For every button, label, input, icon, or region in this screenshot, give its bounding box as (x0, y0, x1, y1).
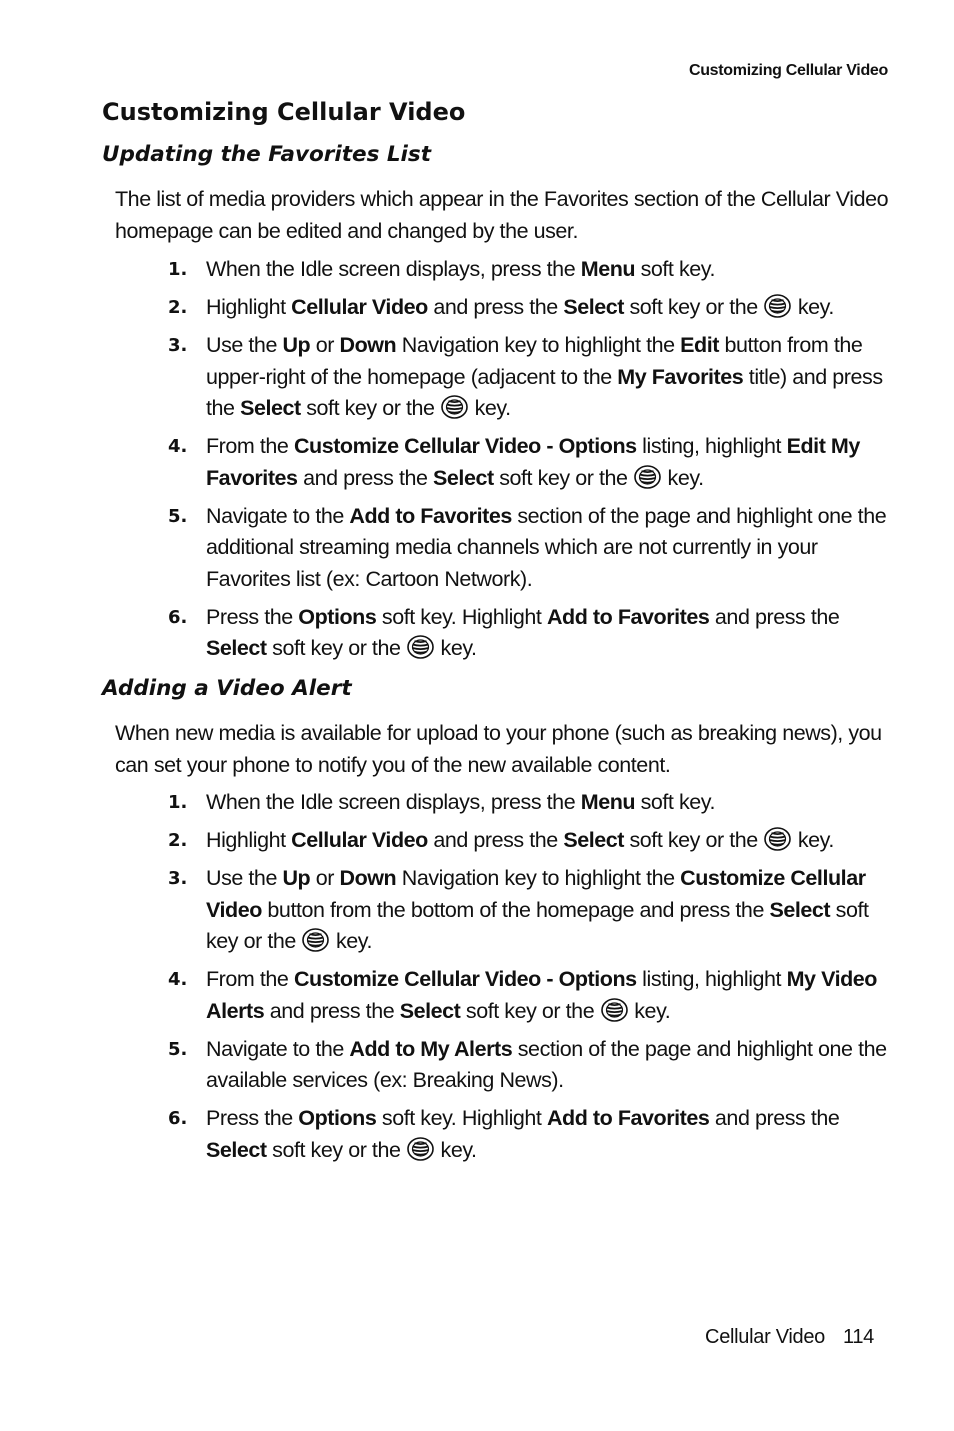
bold-term: Menu (580, 790, 636, 814)
alert-heading: Adding a Video Alert (102, 676, 352, 701)
list-item: 3. Use the Up or Down Navigation key to highlight the Customize Cellular Video button from the bottom of the homepage and press the Select soft key or the key. (166, 863, 891, 958)
list-item: 3. Use the Up or Down Navigation key to highlight the Edit button from the upper-right of the homepage (adjacent to the My Favorites title) and press the Select soft key or the key. (166, 330, 891, 425)
step-number: 4. (168, 969, 188, 990)
bold-term: Select (206, 636, 267, 660)
page-footer (705, 1326, 874, 1349)
step-number: 6. (168, 606, 188, 628)
globe-key-icon (407, 635, 434, 659)
list-item: 1. When the Idle screen displays, press the Menu soft key. (166, 254, 891, 286)
bold-term: Add to My Alerts (349, 1036, 513, 1061)
alert-steps (166, 787, 891, 1173)
globe-key-icon (601, 998, 628, 1022)
page-number: 114 (843, 1326, 874, 1348)
bold-term: Up (282, 866, 311, 890)
bold-term: Menu (580, 257, 636, 281)
bold-term: Customize Cellular Video - Options (293, 967, 637, 991)
running-header: Customizing Cellular Video (688, 62, 888, 79)
bold-term: Down (339, 333, 397, 357)
bold-term: Select (240, 396, 301, 420)
bold-term: Select (563, 828, 624, 852)
favorites-intro: The list of media providers which appear in the Favorites section of the Cellular Video homepage can be edited and changed by the user. (115, 187, 889, 243)
globe-key-icon (634, 465, 661, 489)
bold-term: Select (563, 295, 624, 319)
globe-key-icon (407, 1137, 434, 1161)
step-number: 3. (168, 335, 188, 356)
list-item: 6. Press the Options soft key. Highlight Add to Favorites and press the Select soft key or the key. (166, 602, 891, 665)
step-number: 5. (168, 505, 188, 527)
list-item: 4. From the Customize Cellular Video - Options listing, highlight My Video Alerts and press the Select soft key or the key. (166, 964, 891, 1027)
bold-term: Options (298, 1106, 377, 1130)
step-number: 2. (168, 830, 188, 851)
bold-term: Customize Cellular Video - Options (293, 434, 637, 458)
globe-key-icon (764, 827, 791, 851)
bold-term: My Favorites (617, 364, 744, 389)
footer-chapter: Cellular Video (705, 1326, 825, 1348)
bold-term: Select (399, 998, 461, 1023)
list-item: 1. When the Idle screen displays, press the Menu soft key. (166, 787, 891, 819)
bold-term: Cellular Video (291, 295, 428, 319)
step-number: 1. (168, 259, 188, 280)
bold-term: Add to Favorites (546, 604, 710, 629)
bold-term: Cellular Video (291, 828, 428, 852)
bold-term: Customize Cellular Video (206, 866, 866, 922)
globe-key-icon (764, 294, 791, 318)
bold-term: Edit My Favorites (206, 434, 860, 490)
globe-key-icon (302, 928, 329, 952)
bold-term: Options (298, 604, 377, 629)
globe-key-icon (441, 395, 468, 419)
list-item: 2. Highlight Cellular Video and press the Select soft key or the key. (166, 825, 891, 857)
list-item: 2. Highlight Cellular Video and press the Select soft key or the key. (166, 292, 891, 324)
favorites-steps (166, 254, 891, 671)
bold-term: Select (206, 1137, 267, 1162)
section-title: Customizing Cellular Video (102, 98, 466, 126)
bold-term: Select (769, 897, 831, 922)
bold-term: Down (339, 866, 397, 890)
list-item: 5. Navigate to the Add to Favorites section of the page and highlight one the additional streaming media channels which are not currently in your Favorites list (ex: Cartoon Network). (166, 501, 891, 596)
step-number: 6. (168, 1108, 188, 1129)
step-number: 3. (168, 868, 188, 889)
list-item: 5. Navigate to the Add to My Alerts section of the page and highlight one the available services (ex: Breaking News). (166, 1034, 891, 1097)
alert-intro: When new media is available for upload to your phone (such as breaking news), you can set your phone to notify you of the new available content. (115, 721, 882, 777)
bold-term: Up (282, 333, 311, 357)
bold-term: Select (433, 465, 494, 490)
step-number: 5. (168, 1038, 188, 1060)
list-item: 4. From the Customize Cellular Video - Options listing, highlight Edit My Favorites and press the Select soft key or the key. (166, 431, 891, 494)
step-number: 4. (168, 436, 188, 457)
favorites-heading: Updating the Favorites List (102, 142, 431, 167)
step-number: 2. (168, 297, 188, 318)
list-item: 6. Press the Options soft key. Highlight Add to Favorites and press the Select soft key or the key. (166, 1103, 891, 1166)
bold-term: My Video Alerts (206, 967, 877, 1023)
bold-term: Add to Favorites (349, 503, 512, 528)
bold-term: Edit (680, 333, 719, 357)
step-number: 1. (168, 792, 188, 813)
bold-term: Add to Favorites (546, 1106, 710, 1130)
